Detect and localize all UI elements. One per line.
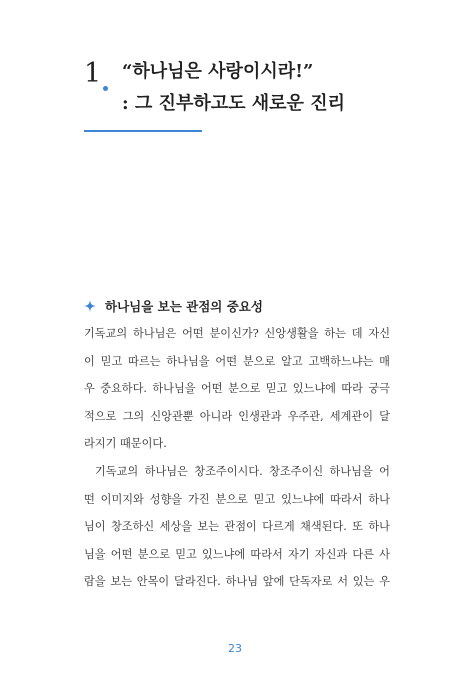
- section-title: 하나님을 보는 관점의 중요성: [105, 299, 263, 314]
- body-line: 기독교의 하나님은 어떤 분이신가? 신앙생활을 하는 데 자신: [84, 327, 390, 340]
- body-line: 적으로 그의 신앙관뿐 아니라 인생관과 우주관, 세계관이 달: [84, 409, 390, 423]
- body-line: 라지기 때문이다.: [84, 437, 167, 451]
- four-point-star-icon: [84, 300, 96, 312]
- body-line: 이 믿고 따르는 하나님을 어떤 분으로 알고 고백하느냐는 매: [84, 354, 390, 368]
- body-line: 님을 어떤 분으로 믿고 있느냐에 따라서 자기 자신과 다른 사: [84, 547, 390, 561]
- page-number: 23: [228, 642, 242, 655]
- body-line: 람을 보는 안목이 달라진다. 하나님 앞에 단독자로 서 있는 우: [84, 575, 390, 589]
- body-line: 기독교의 하나님은 창조주이시다. 창조주이신 하나님을 어: [95, 464, 390, 478]
- body-line: 떤 이미지와 성향을 가진 분으로 믿고 있느냐에 따라서 하나: [84, 492, 390, 506]
- title-underline: [84, 130, 202, 132]
- chapter-title-line-1: “하나님은 사랑이시라!”: [122, 61, 314, 82]
- body-text: [84, 320, 390, 596]
- chapter-number-dot: [103, 86, 108, 91]
- section-heading: [84, 296, 263, 316]
- body-line: 우 중요하다. 하나님을 어떤 분으로 믿고 있느냐에 따라 궁극: [84, 382, 390, 396]
- body-line: 님이 창조하신 세상을 보는 관점이 다르게 채색된다. 또 하나: [84, 520, 390, 534]
- chapter-title-line-2: : 그 진부하고도 새로운 진리: [122, 93, 345, 114]
- chapter-number: 1: [84, 58, 102, 89]
